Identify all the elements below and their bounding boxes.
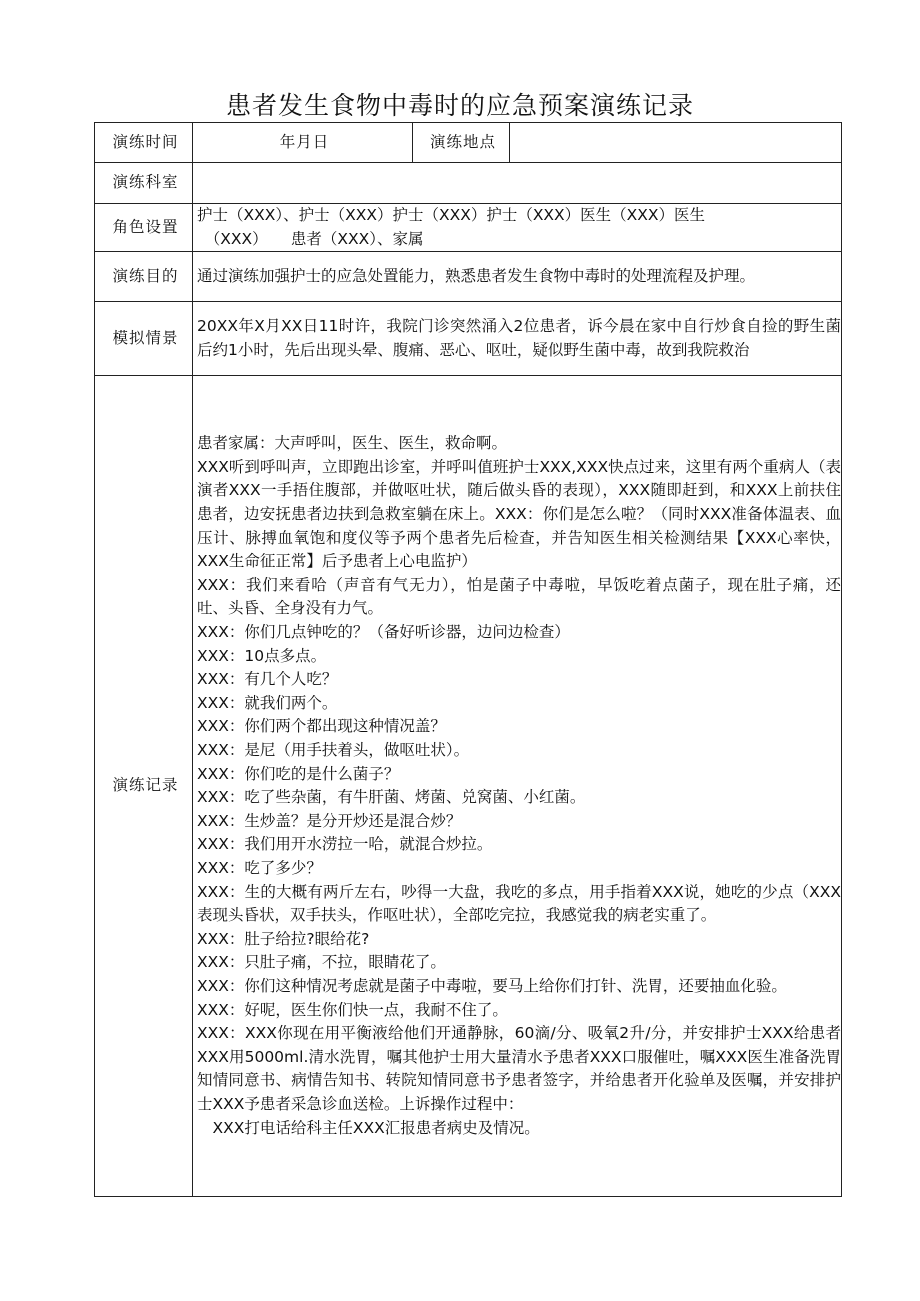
dialogue-paragraph: XXX：好呢，医生你们快一点，我耐不住了。 <box>197 1000 508 1019</box>
drill-department-value[interactable] <box>193 163 842 204</box>
role-setting-label: 角色设置 <box>95 204 193 252</box>
dialogue-paragraph: XXX：你们几点钟吃的？（备好听诊器，边问边检查） <box>197 623 570 642</box>
dialogue-paragraph: XXX：生的大概有两斤左右，吵得一大盘，我吃的多点，用手指着XXX说，她吃的少点（XXX表现头昏状，双手扶头，作呕吐状），全部吃完拉，我感觉我的病老实重了。 <box>197 882 841 925</box>
drill-purpose-value: 通过演练加强护士的应急处置能力，熟悉患者发生食物中毒时的处理流程及护理。 <box>193 252 842 302</box>
dialogue-paragraph: XXX：只肚子痛，不拉，眼睛花了。 <box>197 953 446 972</box>
dialogue-paragraph: XXX打电话给科主任XXX汇报患者病史及情况。 <box>197 1118 540 1137</box>
row-simulated-scenario <box>95 302 842 376</box>
drill-record-value <box>193 376 842 1197</box>
dialogue-paragraph: XXX：你们这种情况考虑就是菌子中毒啦，要马上给你们打针、洗胃，还要抽血化验。 <box>197 976 787 995</box>
role-setting-value <box>193 204 842 252</box>
dialogue-paragraph: XXX：生炒盖？是分开炒还是混合炒？ <box>197 811 462 830</box>
drill-time-value[interactable]: 年月日 <box>193 123 413 163</box>
dialogue-paragraph: XXX：吃了些杂菌，有牛肝菌、烤菌、兑窝菌、小红菌。 <box>197 788 586 807</box>
simulated-scenario-label: 模拟情景 <box>95 302 193 376</box>
row-drill-purpose <box>95 252 842 302</box>
drill-record-label: 演练记录 <box>95 376 193 1197</box>
dialogue-paragraph: XXX：你们吃的是什么菌子？ <box>197 764 400 783</box>
dialogue-paragraph: XXX：10点多点。 <box>197 646 327 665</box>
document-title: 患者发生食物中毒时的应急预案演练记录 <box>225 91 694 120</box>
dialogue-paragraph: XXX听到呼叫声，立即跑出诊室，并呼叫值班护士XXX,XXX快点过来，这里有两个重病人（表演者XXX一手捂住腹部，并做呕吐状，随后做头昏的表现），XXX随即赶到，和XXX上前扶住患者，边安抚患者边扶到急救室躺在床上。XXX：你们是怎么啦？（同时XXX准备体温表、血压计、脉搏血氧饱和度仪等予两个患者先后检查，并告知医生相关检测结果【XXX心率快，XXX生命征正常】后予患者上心电监护） <box>197 457 841 571</box>
role-setting-line: （XXX） 患者（XXX）、家属 <box>197 229 424 248</box>
dialogue-paragraph: 患者家属：大声呼叫，医生、医生，救命啊。 <box>197 434 508 453</box>
role-setting-line: 护士（XXX）、护士（XXX）护士（XXX）护士（XXX）医生（XXX）医生 <box>197 206 706 224</box>
drill-place-value[interactable] <box>510 123 842 163</box>
dialogue-paragraph: XXX：你们两个都出现这种情况盖？ <box>197 717 446 736</box>
row-drill-department <box>95 163 842 204</box>
dialogue-paragraph: XXX：是尼（用手扶着头，做呕吐状）。 <box>197 741 470 759</box>
drill-place-label: 演练地点 <box>413 123 510 163</box>
row-drill-record <box>95 376 842 1197</box>
drill-purpose-label: 演练目的 <box>95 252 193 302</box>
dialogue-paragraph: XXX：就我们两个。 <box>197 693 338 712</box>
dialogue-paragraph: XXX：吃了多少？ <box>197 858 322 877</box>
dialogue-paragraph: XXX：有几个人吃？ <box>197 670 338 689</box>
dialogue-paragraph: XXX：我们用开水涝拉一哈，就混合炒拉。 <box>197 835 493 854</box>
dialogue-paragraph: XXX：肚子给拉?眼给花? <box>197 929 370 948</box>
drill-record-table <box>94 122 842 1197</box>
dialogue-paragraph: XXX：XXX你现在用平衡液给他们开通静脉，60滴/分、吸氧2升/分，并安排护士XXX给患者XXX用5000ml.清水洗胃，嘱其他护士用大量清水予患者XXX口服催吐，嘱XXX医生准备洗胃知情同意书、病情告知书、转院知情同意书予患者签字，并给患者开化验单及医嘱，并安排护士XXX予患者采急诊血送检。上诉操作过程中： <box>197 1024 841 1113</box>
row-role-setting <box>95 204 842 252</box>
drill-department-label: 演练科室 <box>95 163 193 204</box>
drill-time-label: 演练时间 <box>95 123 193 163</box>
simulated-scenario-value: 20XX年X月XX日11时许，我院门诊突然涌入2位患者，诉今晨在家中自行炒食自捡的野生菌后约1小时，先后出现头晕、腹痛、恶心、呕吐，疑似野生菌中毒，故到我院救治 <box>193 302 842 376</box>
dialogue-paragraph: XXX：我们来看哈（声音有气无力），怕是菌子中毒啦，早饭吃着点菌子，现在肚子痛，还吐、头昏、全身没有力气。 <box>197 575 841 618</box>
row-drill-time <box>95 123 842 163</box>
drill-record-body <box>197 432 841 1140</box>
